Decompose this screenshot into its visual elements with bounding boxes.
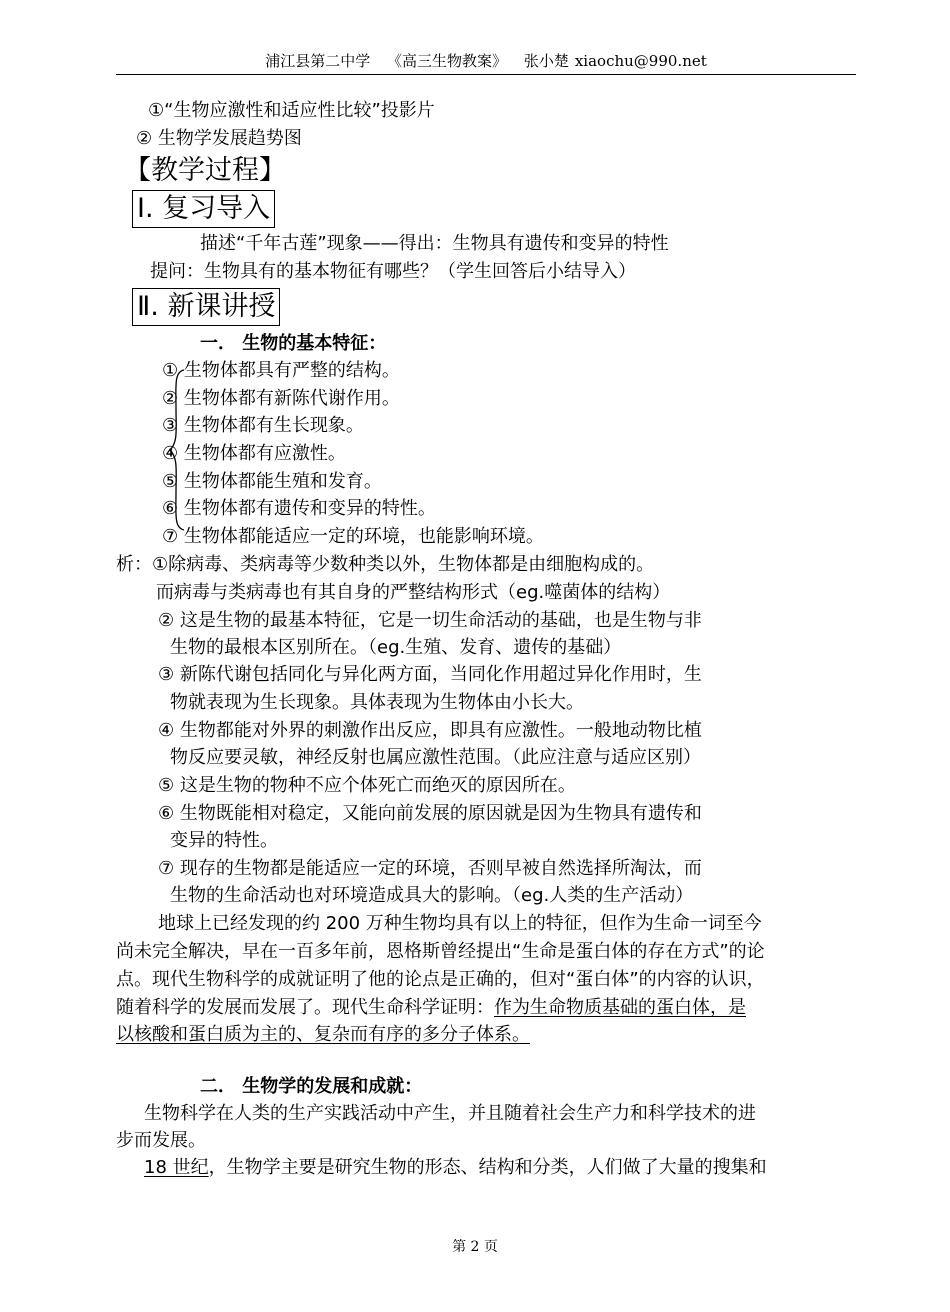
section2-box: Ⅱ. 新课讲授 (132, 288, 280, 326)
paragraph-line-2: 尚未完全解决，早在一百多年前，恩格斯曾经提出“生命是蛋白体的存在方式”的论 (116, 941, 765, 962)
header-author: 张小楚 (523, 52, 569, 70)
heading-basic-features: 一． 生物的基本特征： (200, 333, 387, 354)
header-email: xiaochu@990.net (574, 52, 707, 70)
paragraph-line-5: 以核酸和蛋白质为主的、复杂而有序的多分子体系。 (116, 1024, 530, 1045)
feature-5: ⑤ 生物体都能生殖和发育。 (162, 471, 382, 492)
analysis-line-13: 生物的生命活动也对环境造成具大的影响。（eg.人类的生产活动） (170, 885, 694, 906)
feature-2: ② 生物体都有新陈代谢作用。 (162, 388, 400, 409)
feature-7: ⑦ 生物体都能适应一定的环境，也能影响环境。 (162, 526, 544, 547)
analysis-line-1: 析：①除病毒、类病毒等少数种类以外，生物体都是由细胞构成的。 (116, 554, 655, 575)
section1-box: Ⅰ. 复习导入 (132, 190, 275, 228)
analysis-line-4: 生物的最根本区别所在。（eg.生殖、发育、遗传的基础） (170, 637, 622, 658)
century-label: 18 世纪 (144, 1157, 209, 1178)
analysis-line-9: ⑤ 这是生物的物种不应个体死亡而绝灭的原因所在。 (158, 775, 576, 796)
feature-6: ⑥ 生物体都有遗传和变异的特性。 (162, 498, 436, 519)
paragraph-line-4-underlined: 作为生命物质基础的蛋白体，是 (494, 997, 746, 1018)
analysis-line-7: ④ 生物都能对外界的刺激作出反应，即具有应激性。一般地动物比植 (158, 720, 702, 741)
heading-development: 二． 生物学的发展和成就： (200, 1076, 423, 1097)
feature-4: ④ 生物体都有应激性。 (162, 443, 346, 464)
page-header (116, 50, 856, 75)
analysis-line-10: ⑥ 生物既能相对稳定，又能向前发展的原因就是因为生物具有遗传和 (158, 803, 702, 824)
paragraph-line-4 (116, 995, 746, 1021)
analysis-line-6: 物就表现为生长现象。具体表现为生物体由小长大。 (170, 692, 584, 713)
analysis-line-2: 而病毒与类病毒也有其自身的严整结构形式（eg.噬菌体的结构） (156, 582, 671, 603)
development-line-1: 生物科学在人类的生产实践活动中产生，并且随着社会生产力和科学技术的进 (144, 1103, 756, 1124)
analysis-line-3: ② 这是生物的最基本特征，它是一切生命活动的基础，也是生物与非 (158, 610, 702, 631)
header-school: 浦江县第二中学 (265, 52, 371, 70)
analysis-line-8: 物反应要灵敏，神经反射也属应激性范围。（此应注意与适应区别） (170, 747, 701, 768)
analysis-line-11: 变异的特性。 (170, 830, 278, 851)
feature-3: ③ 生物体都有生长现象。 (162, 415, 364, 436)
analysis-line-12: ⑦ 现存的生物都是能适应一定的环境，否则早被自然选择所淘汰，而 (158, 858, 702, 879)
material-1: ①“生物应激性和适应性比较”投影片 (148, 100, 435, 121)
paragraph-line-3: 点。现代生物科学的成就证明了他的论点是正确的，但对“蛋白体”的内容的认识， (116, 969, 765, 990)
page-number: 第 2 页 (452, 1239, 498, 1255)
section1-line-1: 描述“千年古莲”现象——得出：生物具有遗传和变异的特性 (200, 233, 669, 254)
process-title: 【教学过程】 (124, 155, 286, 186)
century-text: ，生物学主要是研究生物的形态、结构和分类，人们做了大量的搜集和 (208, 1157, 767, 1178)
section1-line-2: 提问：生物具有的基本物征有哪些？（学生回答后小结导入） (150, 261, 636, 282)
paragraph-line-1: 地球上已经发现的约 200 万种生物均具有以上的特征，但作为生命一词至今 (158, 913, 762, 934)
analysis-line-5: ③ 新陈代谢包括同化与异化两方面，当同化作用超过异化作用时，生 (158, 664, 702, 685)
development-line-3 (144, 1155, 767, 1181)
material-2: ② 生物学发展趋势图 (136, 128, 302, 149)
paragraph-line-4-plain: 随着科学的发展而发展了。现代生命科学证明： (116, 997, 494, 1018)
feature-1: ① 生物体都具有严整的结构。 (162, 360, 400, 381)
development-line-2: 步而发展。 (116, 1130, 206, 1151)
header-book: 《高三生物教案》 (387, 52, 508, 70)
